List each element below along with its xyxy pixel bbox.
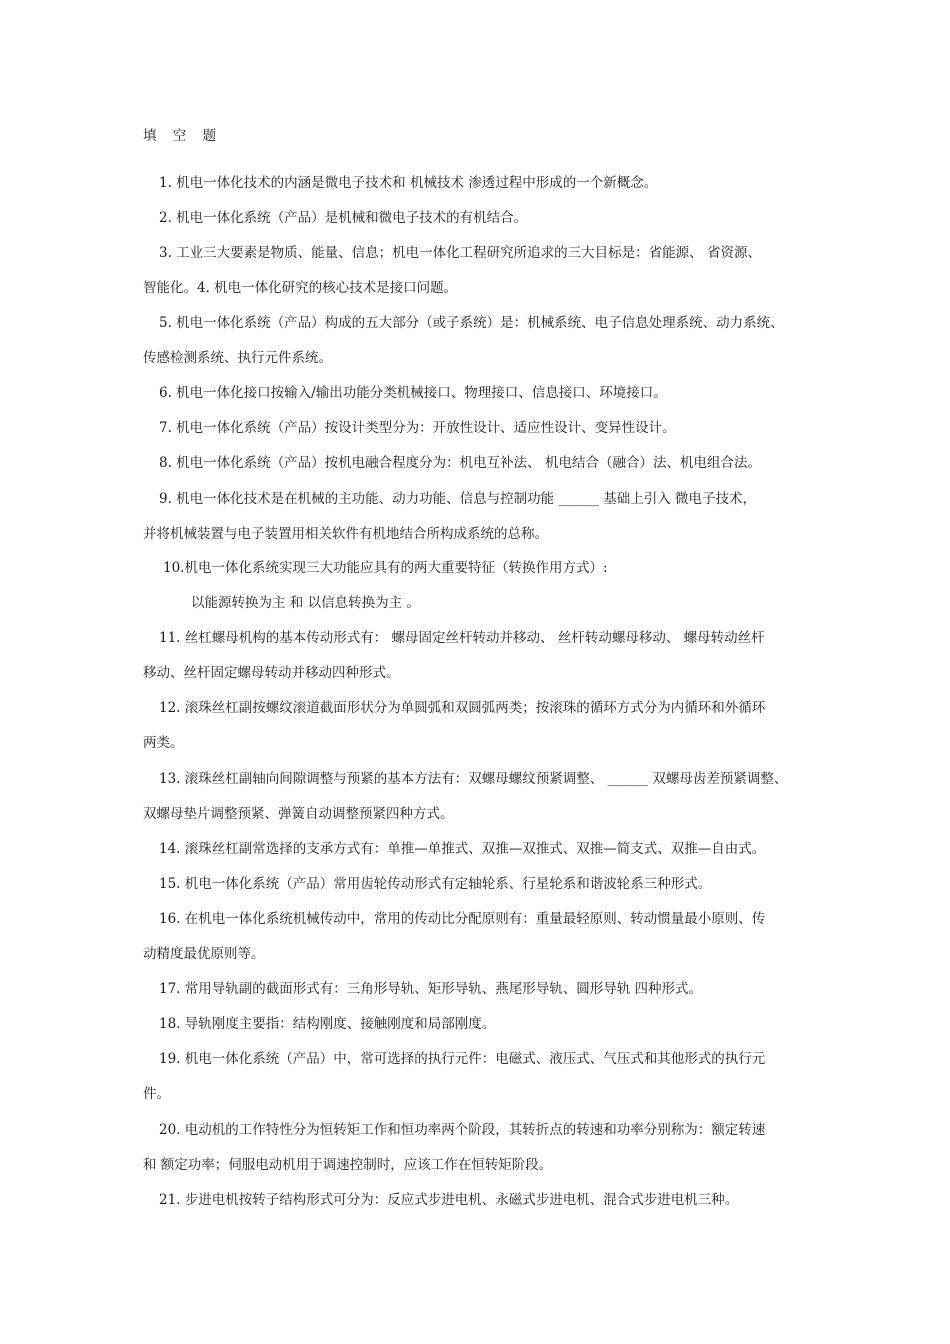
question-9-line-1: 9. 机电一体化技术是在机械的主功能、动力功能、信息与控制功能 ______ 基础上引入 微电子技术， — [159, 491, 757, 507]
question-15: 15. 机电一体化系统（产品）常用齿轮传动形式有定轴轮系、行星轮系和谐波轮系三种形式。 — [159, 876, 712, 892]
question-16-line-1: 16. 在机电一体化系统机械传动中，常用的传动比分配原则有：重量最轻原则、转动惯量最小原则、传 — [159, 911, 766, 927]
section-heading: 填 空 题 — [143, 128, 223, 144]
question-13-line-1: 13. 滚珠丝杠副轴向间隙调整与预紧的基本方法有：双螺母螺纹预紧调整、 ______ 双螺母齿差预紧调整、 — [159, 771, 788, 787]
question-19-line-1: 19. 机电一体化系统（产品）中，常可选择的执行元件：电磁式、液压式、气压式和其他形式的执行元 — [159, 1051, 766, 1067]
question-5-line-1: 5. 机电一体化系统（产品）构成的五大部分（或子系统）是：机械系统、电子信息处理系统、动力系统、 — [159, 315, 784, 331]
question-5-line-2: 传感检测系统、执行元件系统。 — [143, 350, 332, 366]
question-18: 18. 导轨刚度主要指：结构刚度、接触刚度和局部刚度。 — [159, 1016, 496, 1032]
question-13-line-2: 双螺母垫片调整预紧、弹簧自动调整预紧四种方式。 — [143, 806, 454, 822]
question-19-line-2: 件。 — [143, 1086, 170, 1102]
question-6: 6. 机电一体化接口按输入/输出功能分类机械接口、物理接口、信息接口、环境接口。 — [159, 385, 667, 401]
question-21: 21. 步进电机按转子结构形式可分为：反应式步进电机、永磁式步进电机、混合式步进电机三种。 — [159, 1192, 739, 1208]
question-2: 2. 机电一体化系统（产品）是机械和微电子技术的有机结合。 — [159, 210, 528, 226]
question-3-line-2: 智能化。4. 机电一体化研究的核心技术是接口问题。 — [143, 280, 458, 296]
question-16-line-2: 动精度最优原则等。 — [143, 946, 265, 962]
question-9-line-2: 并将机械装置与电子装置用相关软件有机地结合所构成系统的总称。 — [143, 526, 548, 542]
question-14: 14. 滚珠丝杠副常选择的支承方式有：单推—单推式、双推—双推式、双推—简支式、双推—自由式。 — [159, 841, 766, 857]
question-12-line-2: 两类。 — [143, 735, 184, 751]
question-20-line-1: 20. 电动机的工作特性分为恒转矩工作和恒功率两个阶段，其转折点的转速和功率分别称为：额定转速 — [159, 1122, 766, 1138]
question-20-line-2: 和 额定功率；伺服电动机用于调速控制时，应该工作在恒转矩阶段。 — [143, 1157, 553, 1173]
question-1: 1. 机电一体化技术的内涵是微电子技术和 机械技术 渗透过程中形成的一个新概念。 — [159, 175, 658, 191]
question-3-line-1: 3. 工业三大要素是物质、能量、信息；机电一体化工程研究所追求的三大目标是：省能源、 省资源、 — [159, 245, 761, 261]
question-10-line-2: 以能源转换为主 和 以信息转换为主 。 — [191, 595, 420, 611]
question-7: 7. 机电一体化系统（产品）按设计类型分为：开放性设计、适应性设计、变异性设计。 — [159, 420, 676, 436]
question-17: 17. 常用导轨副的截面形式有：三角形导轨、矩形导轨、燕尾形导轨、圆形导轨 四种形式。 — [159, 981, 703, 997]
question-11-line-2: 移动、丝杆固定螺母转动并移动四种形式。 — [143, 665, 400, 681]
question-12-line-1: 12. 滚珠丝杠副按螺纹滚道截面形状分为单圆弧和双圆弧两类；按滚珠的循环方式分为内循环和外循环 — [159, 700, 766, 716]
question-10-line-1: 10.机电一体化系统实现三大功能应具有的两大重要特征（转换作用方式）: — [163, 560, 608, 576]
question-11-line-1: 11. 丝杠螺母机构的基本传动形式有： 螺母固定丝杆转动并移动、 丝杆转动螺母移动、 螺母转动丝杆 — [159, 630, 765, 646]
question-8: 8. 机电一体化系统（产品）按机电融合程度分为：机电互补法、 机电结合（融合）法、机电组合法。 — [159, 455, 761, 471]
